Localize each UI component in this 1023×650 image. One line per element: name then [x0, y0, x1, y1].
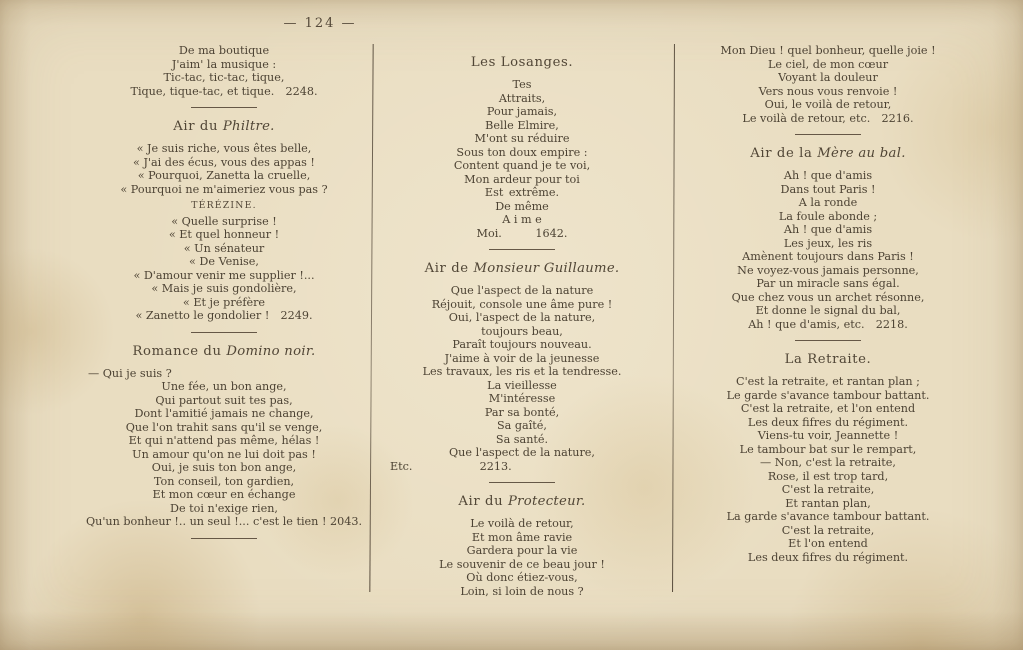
verse-line: Qu'un bonheur !.. un seul !... c'est le tien ! 2043.	[85, 515, 363, 528]
verse-line: Ah ! que d'amis	[783, 169, 873, 182]
verse-line: Le ciel, de mon cœur	[767, 57, 889, 71]
verse-line: « Quelle surprise !	[171, 214, 277, 228]
verse-line: Que chez vous un archet résonne,	[731, 290, 925, 304]
section-divider	[489, 482, 555, 483]
verse-line: Oui, je suis ton bon ange,	[151, 461, 297, 474]
verse-line: « Pourquoi, Zanetta la cruelle,	[137, 169, 311, 182]
song-section	[84, 344, 364, 529]
verse-line: Que l'on trahit sans qu'il se venge,	[125, 420, 323, 434]
verse-line: Le voilà de retour, etc. 2216.	[742, 111, 914, 125]
song-title-italic-part: Mère au bal.	[817, 146, 906, 161]
verse-line: Sa santé.	[495, 432, 549, 446]
section-divider	[795, 134, 861, 135]
verse-line: Réjouit, console une âme pure !	[431, 297, 613, 311]
verse-line: « D'amour venir me supplier !...	[133, 268, 315, 282]
column-divider-right	[672, 44, 675, 592]
section-divider	[191, 107, 257, 108]
song-title-part: La Retraite.	[784, 352, 872, 367]
verse-line: Rose, il est trop tard,	[767, 469, 889, 483]
song-section	[386, 55, 658, 240]
verse-line: Sa gaîté,	[497, 419, 547, 432]
song-title-italic-part: Philtre.	[222, 119, 275, 134]
verse-line: Un amour qu'on ne lui doit pas !	[132, 447, 316, 461]
verse-line: C'est la retraite, et rantan plan ;	[736, 375, 920, 388]
verse-line: Mon ardeur pour toi	[464, 172, 580, 186]
verse-line: Viens-tu voir, Jeannette !	[757, 429, 899, 442]
verse-line: Ne voyez-vous jamais personne,	[737, 263, 919, 277]
column-divider-left	[369, 44, 373, 592]
verse-line: Tes	[512, 78, 532, 91]
song-title-italic-part: Domino noir.	[226, 343, 316, 359]
verse-line: Loin, si loin de nous ?	[460, 584, 584, 598]
song-section	[84, 119, 364, 323]
section-divider	[191, 332, 257, 333]
verse-line: Moi. 1642.	[476, 226, 568, 240]
verse-line: De même	[495, 199, 549, 213]
verse-line: Le voilà de retour,	[470, 517, 574, 530]
verse-line: C'est la retraite,	[781, 523, 875, 537]
verse-line: M'ont su réduire	[474, 132, 570, 145]
verse-line: Vers nous vous renvoie !	[758, 84, 898, 98]
song-title	[84, 119, 364, 134]
verse-line: Une fée, un bon ange,	[161, 380, 287, 393]
verse-line: Ah ! que d'amis	[783, 223, 873, 236]
verse-line: — Non, c'est la retraite,	[760, 456, 896, 469]
verse-line: Par un miracle sans égal.	[756, 277, 900, 290]
verse-line: Etc. 2213.	[390, 459, 512, 473]
verse-line: Les travaux, les ris et la tendresse.	[422, 365, 622, 378]
verse-line: « Pourquoi ne m'aimeriez vous pas ?	[120, 182, 328, 196]
song-section	[690, 146, 966, 331]
verse-line: J'aim' la musique :	[171, 57, 277, 71]
verse-line: Et rantan plan,	[785, 496, 871, 510]
verse-line: Où donc étiez-vous,	[466, 571, 578, 584]
verse-line: Et mon cœur en échange	[152, 488, 296, 501]
verse-line: A i m e	[502, 213, 542, 226]
verse-line: « Je suis riche, vous êtes belle,	[136, 142, 312, 155]
section-divider	[795, 340, 861, 341]
verse-line: C'est la retraite,	[781, 483, 875, 496]
verse-line: De ma boutique	[178, 44, 270, 57]
verse-line: C'est la retraite, et l'on entend	[740, 402, 916, 415]
verse-line: Qui partout suit tes pas,	[155, 393, 293, 407]
verse-line: Que l'aspect de la nature,	[449, 446, 595, 459]
verse-line: M'intéresse	[488, 392, 556, 405]
verse-line: « Et quel honneur !	[168, 228, 280, 241]
song-title	[386, 494, 658, 509]
verse-line: Est extrême.	[484, 186, 560, 199]
verse-line: Les deux fifres du régiment.	[747, 415, 909, 429]
song-title	[690, 352, 966, 367]
verse-line: Ah ! que d'amis, etc. 2218.	[748, 317, 908, 331]
song-title-italic-part: Monsieur Guillaume.	[473, 261, 620, 276]
verse-line: toujours beau,	[481, 324, 563, 338]
verse-line: Et l'on entend	[788, 537, 868, 550]
verse-line: Gardera pour la vie	[466, 544, 578, 557]
song-title-part: Air du	[173, 119, 223, 134]
verse-line: Oui, le voilà de retour,	[764, 98, 892, 111]
verse-line: Dont l'amitié jamais ne change,	[134, 407, 314, 420]
verse-line: Et mon âme ravie	[471, 530, 573, 544]
verse-line: Le tambour bat sur le rempart,	[739, 442, 917, 456]
verse-line: « J'ai des écus, vous des appas !	[133, 155, 315, 169]
character-name: TÉRÉZINE.	[191, 200, 257, 211]
song-section	[84, 44, 364, 98]
verse-line: Que l'aspect de la nature	[450, 284, 594, 297]
verse-line: Oui, l'aspect de la nature,	[448, 311, 596, 324]
song-section	[690, 44, 966, 125]
verse-line: Par sa bonté,	[484, 405, 560, 419]
verse-line: Voyant la douleur	[778, 71, 878, 84]
verse-line: « Et je préfère	[182, 295, 266, 309]
verse-line: La foule abonde ;	[778, 209, 878, 223]
verse-line: Paraît toujours nouveau.	[452, 338, 592, 351]
verse-line: « Mais je suis gondolière,	[151, 282, 297, 295]
song-title-part: Les Losanges.	[470, 55, 574, 70]
song-section	[386, 494, 658, 598]
verse-line: Le souvenir de ce beau jour !	[439, 557, 605, 571]
page-number: — 124 —	[283, 16, 357, 31]
verse-line: Sous ton doux empire :	[456, 145, 588, 159]
verse-line: Content quand je te voi,	[453, 159, 591, 172]
verse-line: Tique, tique-tac, et tique. 2248.	[130, 84, 318, 98]
verse-line: La vieillesse	[487, 378, 557, 392]
song-title-italic-part: Protecteur.	[508, 494, 586, 509]
verse-line: La garde s'avance tambour battant.	[726, 510, 930, 523]
song-title-part: Romance du	[132, 343, 227, 359]
verse-line: Les jeux, les ris	[783, 236, 873, 250]
verse-line: Pour jamais,	[486, 105, 558, 118]
verse-line: Dans tout Paris !	[780, 182, 876, 196]
verse-line: Mon Dieu ! quel bonheur, quelle joie !	[720, 44, 936, 57]
verse-line: Amènent toujours dans Paris !	[742, 250, 914, 263]
verse-line: Le garde s'avance tambour battant.	[726, 388, 930, 402]
song-title-part: Air de la	[750, 146, 818, 161]
verse-line: Tic-tac, tic-tac, tique,	[163, 71, 285, 84]
verse-line: — Qui je suis ?	[88, 366, 172, 380]
verse-line: Et donne le signal du bal,	[755, 304, 901, 317]
verse-line: J'aime à voir de la jeunesse	[444, 351, 600, 365]
verse-line: Les deux fifres du régiment.	[747, 550, 909, 564]
verse-line: Ton conseil, ton gardien,	[153, 474, 295, 488]
song-title	[690, 146, 966, 161]
song-title	[84, 344, 364, 359]
column-1	[84, 44, 364, 547]
song-section	[386, 261, 658, 473]
verse-line: Belle Elmire,	[485, 118, 559, 132]
song-section	[690, 352, 966, 564]
verse-line: De toi n'exige rien,	[170, 501, 278, 515]
verse-line: « De Venise,	[189, 255, 259, 268]
section-divider	[489, 249, 555, 250]
verse-line: Attraits,	[498, 91, 546, 105]
column-2	[386, 44, 658, 598]
verse-line: « Un sénateur	[183, 241, 265, 255]
column-3	[690, 44, 966, 564]
song-title	[386, 55, 658, 70]
section-divider	[191, 538, 257, 539]
song-title	[386, 261, 658, 276]
verse-line: Et qui n'attend pas même, hélas !	[128, 434, 320, 447]
song-title-part: Air du	[458, 494, 508, 509]
verse-line: « Zanetto le gondolier ! 2249.	[135, 309, 313, 322]
song-title-part: Air de	[424, 261, 474, 276]
verse-line: A la ronde	[798, 196, 858, 209]
